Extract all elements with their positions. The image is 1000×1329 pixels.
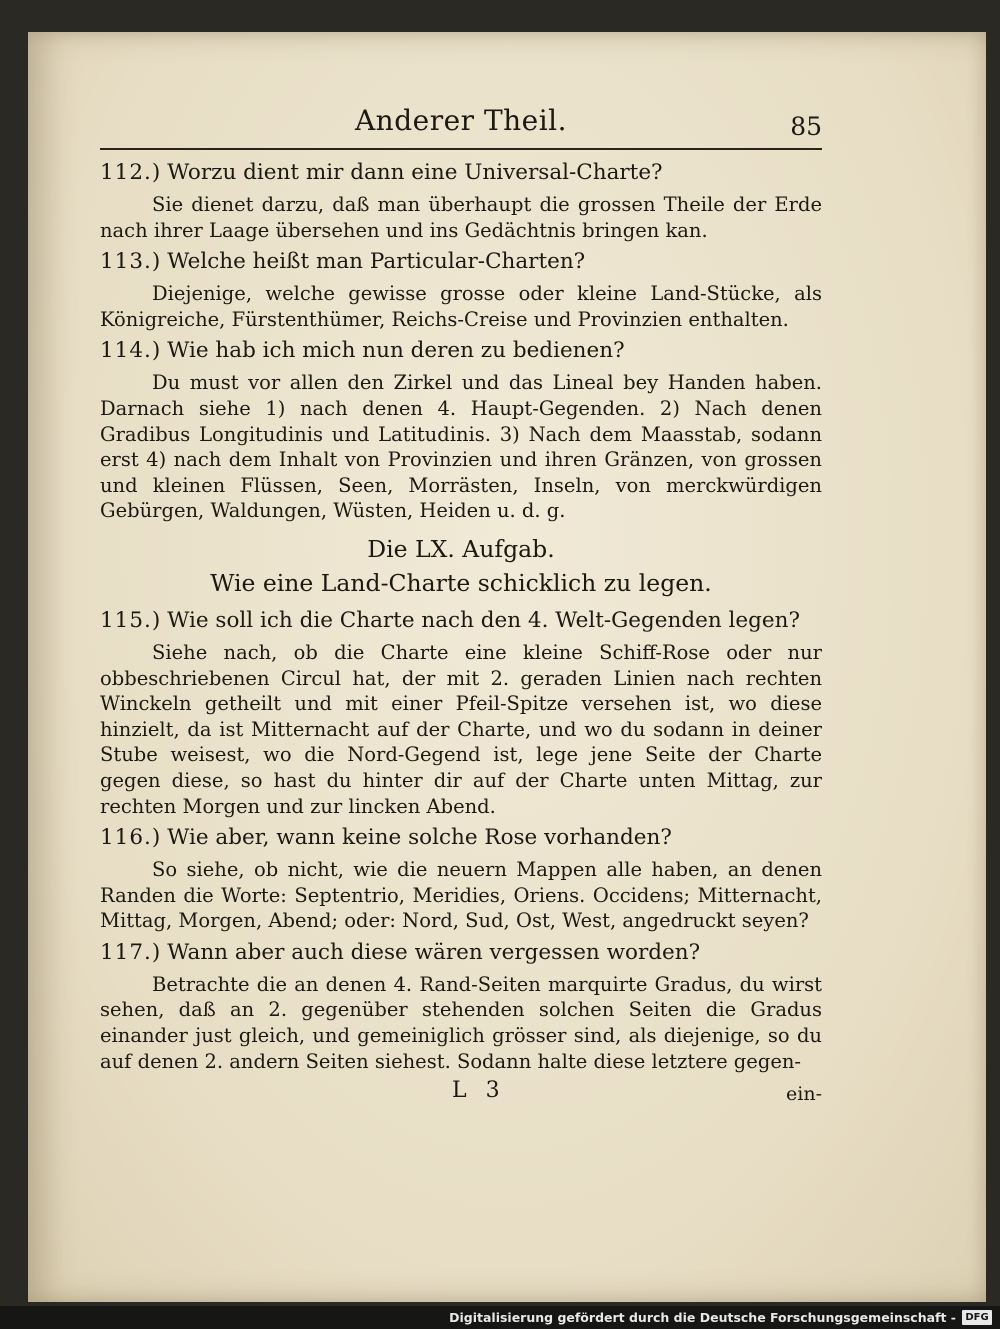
question-text: Wann aber auch diese wären vergessen worden? xyxy=(167,939,701,965)
qa-block-114 xyxy=(100,336,822,524)
book-page xyxy=(28,32,986,1302)
question xyxy=(100,938,822,968)
qa-block-112 xyxy=(100,158,822,243)
page-number: 85 xyxy=(790,112,822,141)
answer: Sie dienet darzu, daß man überhaupt die grossen Theile der Erde nach ihrer Laage übersehen und ins Gedächtnis bringen kan. xyxy=(100,193,822,242)
question-number: 116.) xyxy=(100,825,162,851)
qa-block-116 xyxy=(100,823,822,934)
catchword: ein- xyxy=(786,1083,822,1106)
answer: So siehe, ob nicht, wie die neuern Mappen alle haben, an denen Randen die Worte: Septentrio, Meridies, Oriens. Occidens; Mitternacht, Mittag, Morgen, Abend; oder: Nord, Sud, Ost, West, angedruckt seyen? xyxy=(100,858,822,933)
running-header xyxy=(100,102,822,150)
answer: Siehe nach, ob die Charte eine kleine Schiff-Rose oder nur obbeschriebenen Circul hat, der mit 2. geraden Linien nach rechten Winckeln getheilt und mit einer Pfeil-Spitze versehen ist, wo diese hinzielt, da ist Mitternacht auf der Charte, und wo du sodann in deiner Stube weisest, wo die Nord-Gegend ist, lege jene Seite der Charte gegen diese, so hast du hinter dir auf der Charte unten Mittag, zur rechten Morgen und zur lincken Abend. xyxy=(100,640,822,818)
task-subheading: Wie eine Land-Charte schicklich zu legen. xyxy=(210,568,712,597)
credit-text: Digitalisierung gefördert durch die Deutsche Forschungsgemeinschaft - xyxy=(449,1310,956,1325)
page-text xyxy=(100,102,822,1108)
dfg-logo-icon: DFG xyxy=(962,1310,992,1325)
question-number: 113.) xyxy=(100,249,162,275)
question-text: Wie hab ich mich nun deren zu bedienen? xyxy=(167,338,625,364)
qa-block-117 xyxy=(100,938,822,1074)
credit-bar xyxy=(0,1306,1000,1329)
question-text: Wie aber, wann keine solche Rose vorhanden? xyxy=(167,825,672,851)
qa-block-115 xyxy=(100,606,822,819)
answer: Betrachte die an denen 4. Rand-Seiten marquirte Gradus, du wirst sehen, daß an 2. gegenüber stehenden solchen Seiten die Gradus einander just gleich, und gemeiniglich grösser sind, als diejenige, so du auf denen 2. andern Seiten siehest. Sodann halte diese letztere gegen- xyxy=(100,972,822,1073)
question xyxy=(100,336,822,366)
qa-block-113 xyxy=(100,247,822,332)
task-heading: Die LX. Aufgab. xyxy=(367,534,555,563)
question-text: Welche heißt man Particular-Charten? xyxy=(167,249,586,275)
question-number: 117.) xyxy=(100,939,162,965)
question xyxy=(100,247,822,277)
page-footer xyxy=(100,1078,822,1108)
answer: Diejenige, welche gewisse grosse oder kleine Land-Stücke, als Königreiche, Fürstenthümer, Reichs-Creise und Provinzien enthalten. xyxy=(100,282,822,331)
question xyxy=(100,158,822,188)
question-number: 112.) xyxy=(100,160,162,185)
question xyxy=(100,823,822,853)
question-text: Wie soll ich die Charte nach den 4. Welt-Gegenden legen? xyxy=(167,607,800,633)
answer: Du must vor allen den Zirkel und das Lineal bey Handen haben. Darnach siehe 1) nach denen 4. Haupt-Gegenden. 2) Nach denen Gradibus Longitudinis und Latitudinis. 3) Nach dem Maasstab, sodann erst 4) nach dem Inhalt von Provinzien und ihren Gränzen, von grossen und kleinen Flüssen, Seen, Morrästen, Inseln, von merckwürdigen Gebürgen, Waldungen, Wüsten, Heiden u. d. g. xyxy=(100,371,822,523)
running-title: Anderer Theil. xyxy=(354,104,568,137)
question-text: Worzu dient mir dann eine Universal-Charte? xyxy=(167,160,663,185)
question-number: 114.) xyxy=(100,338,162,364)
question-number: 115.) xyxy=(100,607,162,633)
question xyxy=(100,606,822,636)
signature-mark: L 3 xyxy=(452,1078,506,1104)
